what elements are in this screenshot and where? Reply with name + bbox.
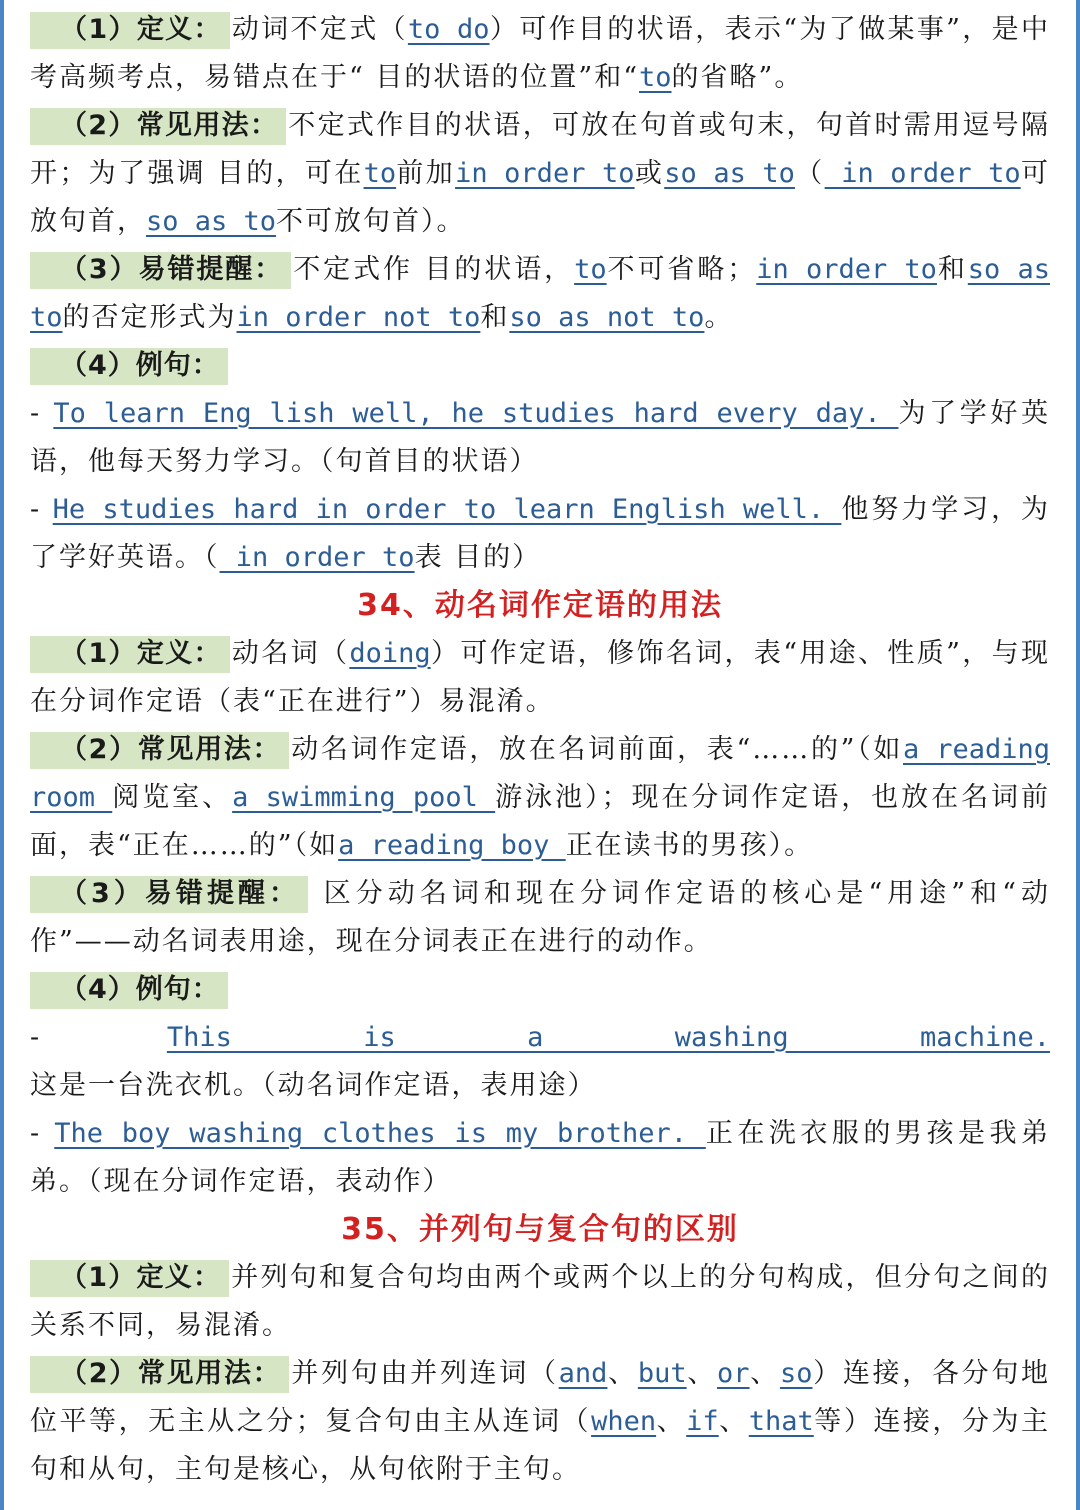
example-translation: 他努力学习，为了学好英语。（ — [30, 494, 1051, 573]
text: 不可省略； — [606, 254, 757, 285]
usage-tag: （2）常见用法： — [30, 108, 286, 145]
s33-example-1 — [30, 390, 1050, 486]
english-term: to do — [407, 14, 490, 45]
tip-tag: （3）易错提醒： — [30, 876, 308, 913]
english-term: in order to — [455, 158, 635, 189]
s33-tip — [30, 246, 1050, 342]
text: 动词不定式（ — [231, 14, 408, 45]
example-sentence: To learn Eng lish well, he studies hard every day. — [53, 398, 899, 429]
s33-definition — [30, 6, 1050, 102]
english-term: a swimming pool — [232, 782, 496, 813]
definition-tag: （1）定义： — [30, 636, 230, 673]
s33-usage — [30, 102, 1050, 246]
text: 、 — [749, 1358, 780, 1389]
s33-example-label — [30, 342, 1050, 390]
english-term: so as to — [664, 158, 795, 189]
text: 、 — [686, 1358, 718, 1389]
english-term: to — [639, 62, 672, 93]
text: ）连接，各分句地位平等，无主从之分；复合句由主从连词（ — [30, 1358, 1051, 1437]
example-translation: 这是一台洗衣机。（动名词作定语，表用途） — [30, 1070, 597, 1101]
dash: - — [30, 494, 53, 525]
english-term: so as not to — [509, 302, 705, 333]
english-term: to — [574, 254, 607, 285]
section-34-heading: 34、动名词作定语的用法 — [357, 588, 723, 623]
english-term: doing — [349, 638, 431, 669]
english-term: in order to — [824, 158, 1021, 189]
s34-example-1 — [30, 1014, 1050, 1110]
dash: - — [30, 398, 54, 429]
text: 游泳池）；现在分词作定语，也放在名词前面，表“正在……的”（如 — [30, 782, 1051, 861]
text: ）可作目的状语，表示“为了做某事”，是中考高频考点，易错点在于“ 目的状语的位置”和“ — [30, 14, 1050, 93]
english-term: in order to — [756, 254, 937, 285]
english-term: so — [779, 1358, 813, 1389]
english-term: to — [363, 158, 397, 189]
example-tag: （4）例句： — [30, 972, 228, 1009]
english-term: but — [637, 1358, 687, 1389]
tip-tag: （3）易错提醒： — [30, 252, 291, 289]
english-term: so as to — [30, 254, 1051, 333]
text: 不定式作目的状语，可放在句首或句末，句首时需用逗号隔开；为了强调 目的，可在 — [30, 110, 1050, 189]
text: 并列句和复合句均由两个或两个以上的分句构成，但分句之间的关系不同，易混淆。 — [30, 1262, 1050, 1341]
english-term: that — [748, 1406, 814, 1437]
text: 前加 — [396, 158, 456, 189]
example-translation: 正在洗衣服的男孩是我弟弟。（现在分词作定语，表动作） — [30, 1118, 1051, 1197]
text: 、 — [656, 1406, 687, 1437]
english-term: if — [686, 1406, 719, 1437]
text: 和 — [480, 302, 510, 333]
s34-example-2 — [30, 1110, 1050, 1206]
example-tag: （4）例句： — [30, 348, 228, 385]
text: 动名词（ — [231, 638, 350, 669]
text: 的否定形式为 — [62, 302, 237, 333]
english-term: a reading boy — [338, 830, 566, 861]
english-term: in order to — [219, 542, 415, 573]
text: 可放句首， — [30, 158, 1051, 237]
text: 不定式作 目的状语， — [293, 254, 575, 285]
section-35-heading: 35、并列句与复合句的区别 — [341, 1212, 739, 1247]
text: ）可作定语，修饰名词，表“用途、性质”，与现在分词作定语（表“正在进行”）易混淆。 — [30, 638, 1051, 717]
text: 并列句由并列连词（ — [291, 1358, 559, 1389]
s33-example-2 — [30, 486, 1050, 582]
text: 和 — [936, 254, 968, 285]
s34-tip — [30, 870, 1050, 966]
text: 、 — [718, 1406, 749, 1437]
usage-tag: （2）常见用法： — [30, 1356, 289, 1393]
example-sentence: The boy washing clothes is my brother. — [54, 1118, 706, 1149]
s34-usage — [30, 726, 1050, 870]
dash: - — [30, 1118, 55, 1149]
s35-usage — [30, 1350, 1050, 1494]
text: 。 — [704, 302, 734, 333]
text: 等）连接，分为主句和从句，主句是核心，从句依附于主句。 — [30, 1406, 1051, 1485]
english-term: a reading room — [30, 734, 1050, 813]
english-term: or — [717, 1358, 750, 1389]
english-term: in order not to — [236, 302, 481, 333]
example-translation: 为了学好英语，他每天努力学习。（句首目的状语） — [30, 398, 1050, 477]
s34-example-label — [30, 966, 1050, 1014]
definition-tag: （1）定义： — [30, 1260, 229, 1297]
s34-definition — [30, 630, 1050, 726]
text: 不可放句首）。 — [276, 206, 466, 237]
example-sentence: This is a washing machine. — [166, 1022, 1050, 1053]
dash: - — [30, 1022, 167, 1053]
text: 动名词作定语，放在名词前面，表“……的”（如 — [291, 734, 903, 765]
text: （ — [794, 158, 825, 189]
english-term: and — [558, 1358, 608, 1389]
text: 区分动名词和现在分词作定语的核心是“用途”和“动作”——动名词表用途，现在分词表正在进行的动作。 — [30, 878, 1050, 957]
text: 表 目的） — [414, 542, 542, 573]
text: 的省略”。 — [671, 62, 804, 93]
s35-definition — [30, 1254, 1050, 1350]
example-sentence: He studies hard in order to learn English well. — [52, 494, 842, 525]
usage-tag: （2）常见用法： — [30, 732, 289, 769]
text: 、 — [607, 1358, 638, 1389]
text: 或 — [634, 158, 665, 189]
english-term: when — [591, 1406, 657, 1437]
text: 正在读书的男孩）。 — [565, 830, 814, 861]
english-term: so as to — [146, 206, 277, 237]
definition-tag: （1）定义： — [30, 12, 230, 49]
text: 阅览室、 — [112, 782, 233, 813]
